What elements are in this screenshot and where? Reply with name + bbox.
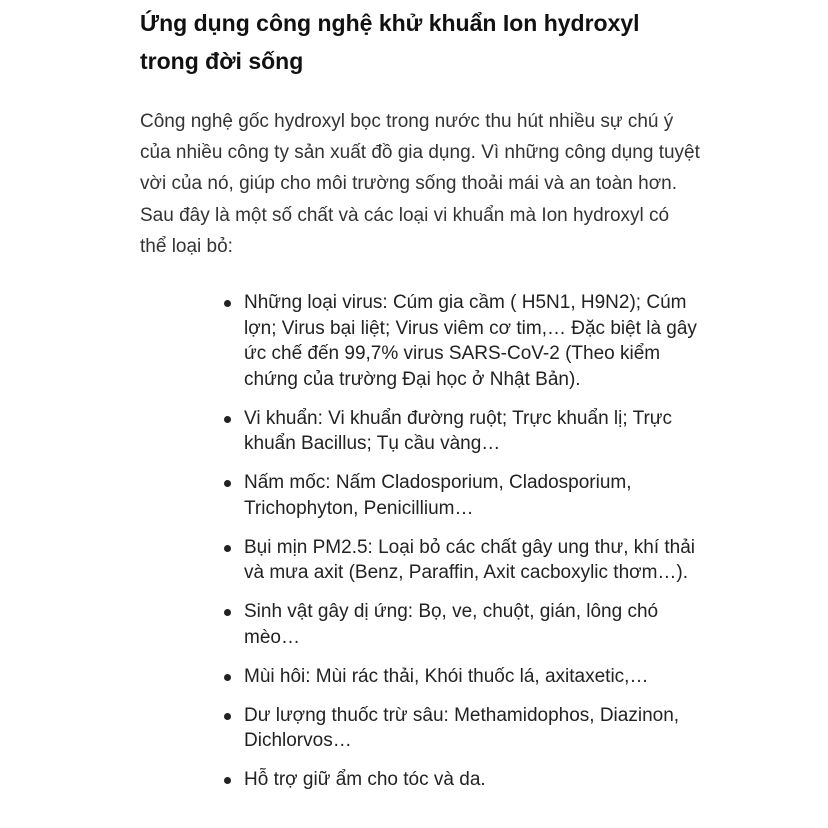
bullet-list: [140, 290, 700, 793]
bullet-dot-icon: [224, 674, 231, 681]
list-item-text: Bụi mịn PM2.5: Loại bỏ các chất gây ung thư, khí thải và mưa axit (Benz, Paraffin, Axit cacboxylic thơm…).: [244, 536, 696, 584]
list-item-text: Sinh vật gây dị ứng: Bọ, ve, chuột, gián, lông chó mèo…: [244, 601, 659, 648]
list-item: [244, 767, 700, 793]
bullet-dot-icon: [224, 609, 231, 616]
list-item-text: Nấm mốc: Nấm Cladosporium, Cladosporium, Trichophyton, Penicillium…: [244, 472, 632, 519]
article: [140, 0, 700, 806]
list-item-text: Dư lượng thuốc trừ sâu: Methamidophos, Diazinon, Dichlorvos…: [244, 704, 680, 752]
list-item: [244, 703, 700, 754]
list-item: [244, 406, 700, 457]
bullet-dot-icon: [224, 777, 231, 784]
list-item-text: Hỗ trợ giữ ẩm cho tóc và da.: [244, 769, 486, 791]
list-item: [244, 290, 700, 392]
bullet-dot-icon: [224, 713, 231, 720]
list-item: [244, 599, 700, 650]
bullet-dot-icon: [224, 300, 231, 307]
list-item: [244, 664, 700, 690]
list-item-text: Mùi hôi: Mùi rác thải, Khói thuốc lá, axitaxetic,…: [244, 665, 649, 687]
list-item-text: Những loại virus: Cúm gia cầm ( H5N1, H9N2); Cúm lợn; Virus bại liệt; Virus viêm cơ tim,… Đặc biệt là gây ức chế đến 99,7% virus SARS-CoV-2 (Theo kiểm chứng của trường Đại học ở Nhật Bản).: [244, 292, 697, 390]
list-item: [244, 470, 700, 521]
article-intro: Công nghệ gốc hydroxyl bọc trong nước thu hút nhiều sự chú ý của nhiều công ty sản xuất đồ gia dụng. Vì những công dụng tuyệt vời của nó, giúp cho môi trường sống thoải mái và an toàn hơn. Sau đây là một số chất và các loại vi khuẩn mà Ion hydroxyl có thể loại bỏ:: [140, 111, 700, 257]
list-item: [244, 535, 700, 586]
bullet-dot-icon: [224, 545, 231, 552]
article-title: Ứng dụng công nghệ khử khuẩn Ion hydroxyl trong đời sống: [140, 10, 640, 74]
bullet-dot-icon: [224, 480, 231, 487]
list-item-text: Vi khuẩn: Vi khuẩn đường ruột; Trực khuẩn lị; Trực khuẩn Bacillus; Tụ cầu vàng…: [244, 407, 673, 455]
bullet-dot-icon: [224, 416, 231, 423]
